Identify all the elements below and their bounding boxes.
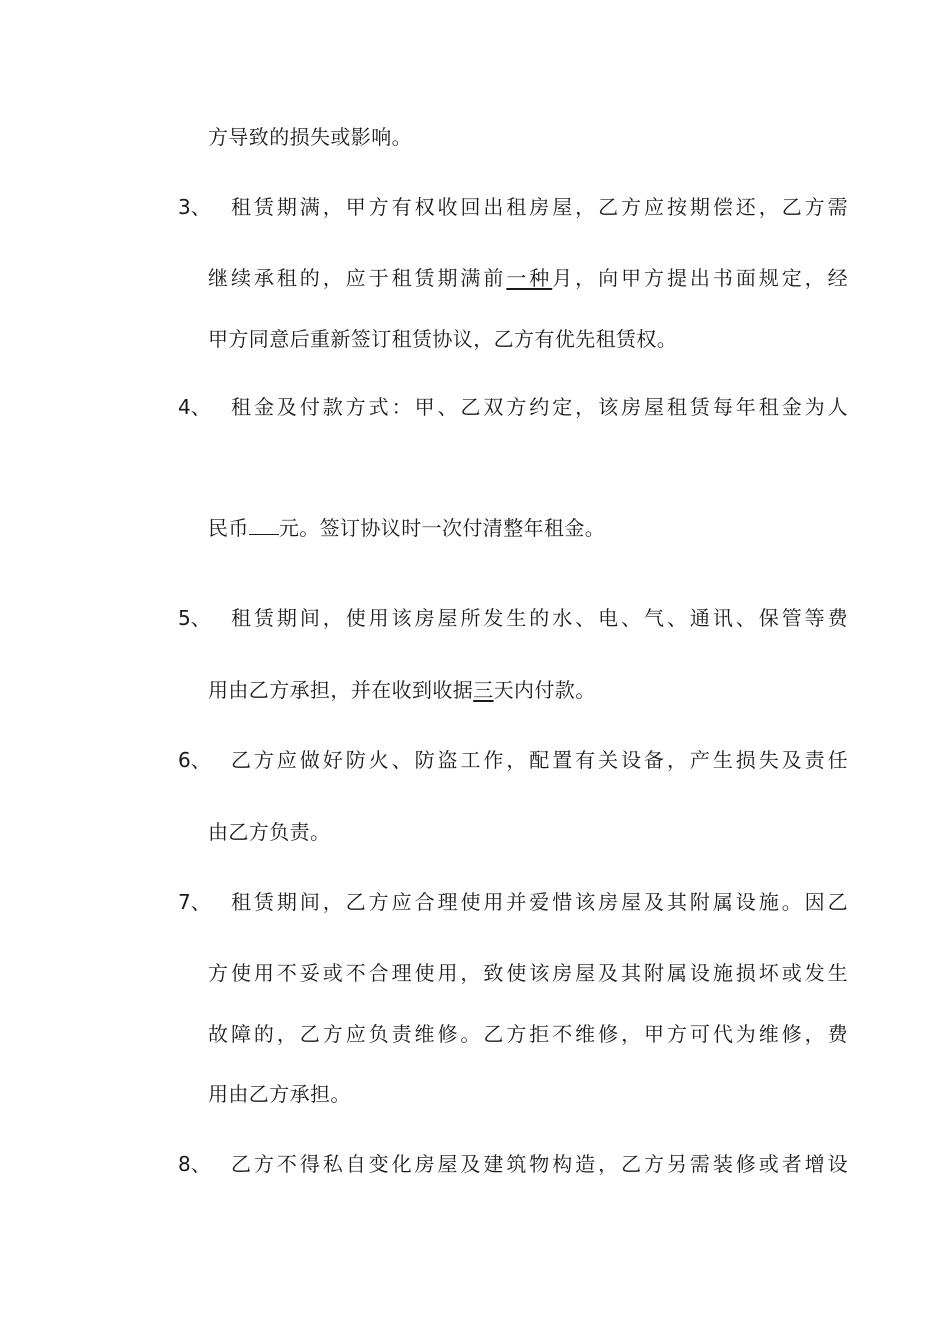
item-5-text: 用由乙方承担，并在收到收据 <box>208 678 474 702</box>
item-3-line-2 <box>208 264 848 292</box>
item-5-line-2 <box>208 676 848 704</box>
underlined-term: 三 <box>473 678 494 702</box>
item-3-text: 继续承租的，应于租赁期满前 <box>208 266 507 290</box>
item-4-text: 元。签订协议时一次付清整年租金。 <box>278 516 606 540</box>
item-number-3: 3、 <box>178 195 211 219</box>
item-number-8: 8、 <box>178 1152 211 1176</box>
item-number-7: 7、 <box>178 890 211 914</box>
underlined-term: 一种 <box>506 266 553 290</box>
item-8-line-1: 乙方不得私自变化房屋及建筑物构造，乙方另需装修或者增设 <box>231 1152 848 1176</box>
item-number-6: 6、 <box>178 748 211 772</box>
item-5-line-1: 租赁期间，使用该房屋所发生的水、电、气、通讯、保管等费 <box>231 606 848 630</box>
item-4-line-2 <box>208 514 848 542</box>
item-3-line-1: 租赁期满，甲方有权收回出租房屋，乙方应按期偿还，乙方需 <box>231 195 848 219</box>
item-7-line-2: 方使用不妥或不合理使用，致使该房屋及其附属设施损坏或发生 <box>208 961 848 985</box>
item-5-text: 天内付款。 <box>493 678 596 702</box>
item-number-5: 5、 <box>178 606 211 630</box>
item-3-text: 月，向甲方提出书面规定，经 <box>552 266 849 290</box>
fill-in-blank <box>249 514 279 535</box>
item-6-line-2: 由乙方负责。 <box>208 820 331 844</box>
item-number-4: 4、 <box>178 395 211 419</box>
item-7-line-1: 租赁期间，乙方应合理使用并爱惜该房屋及其附属设施。因乙 <box>231 890 848 914</box>
item-4-line-1: 租金及付款方式：甲、乙双方约定，该房屋租赁每年租金为人 <box>231 395 848 419</box>
item-6-line-1: 乙方应做好防火、防盗工作，配置有关设备，产生损失及责任 <box>231 748 848 772</box>
item-7-line-3: 故障的，乙方应负责维修。乙方拒不维修，甲方可代为维修，费 <box>208 1022 848 1046</box>
paragraph-line: 方导致的损失或影响。 <box>208 125 412 149</box>
item-3-line-3: 甲方同意后重新签订租赁协议，乙方有优先租赁权。 <box>208 327 678 351</box>
item-4-text: 民币 <box>208 516 249 540</box>
item-7-line-4: 用由乙方承担。 <box>208 1082 351 1106</box>
